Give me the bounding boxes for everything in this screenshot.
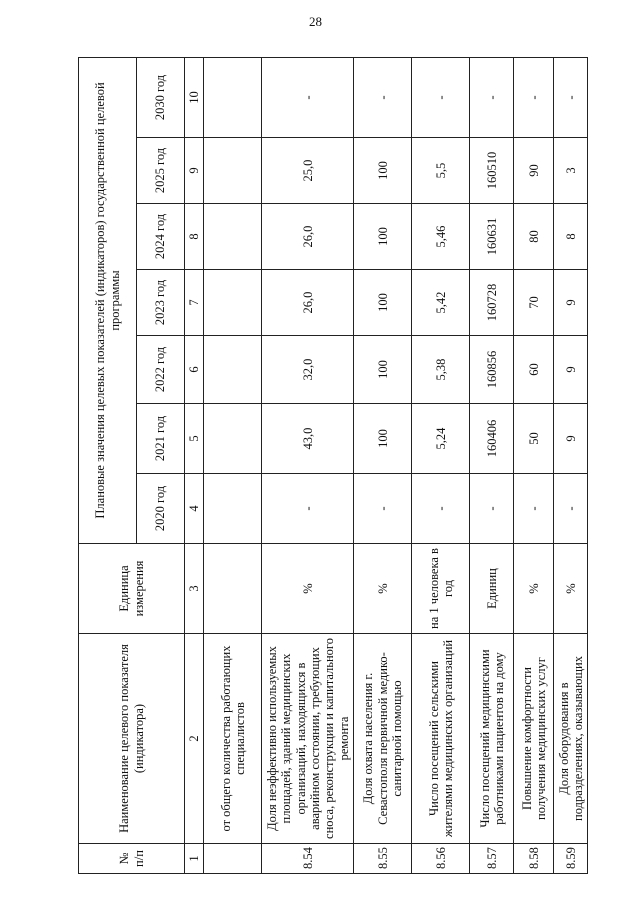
- column-index: 5: [185, 404, 204, 474]
- row-value: -: [262, 474, 354, 544]
- row-value: -: [514, 57, 554, 137]
- header-year: 2021 год: [137, 404, 185, 474]
- row-unit: на 1 человека в год: [412, 544, 470, 634]
- table-row: [354, 57, 412, 873]
- row-num: 8.59: [554, 844, 588, 874]
- table-row: [514, 57, 554, 873]
- header-year: 2023 год: [137, 270, 185, 336]
- row-unit: %: [514, 544, 554, 634]
- rotated-table-container: [78, 58, 586, 874]
- row-name: Доля охвата населения г. Севастополя первичной медико-санитарной помощью: [354, 634, 412, 844]
- row-value: 43,0: [262, 404, 354, 474]
- header-year: 2025 год: [137, 138, 185, 204]
- row-value: 32,0: [262, 336, 354, 404]
- header-year: 2030 год: [137, 57, 185, 137]
- row-value: -: [354, 57, 412, 137]
- header-num: № п/п: [79, 844, 185, 874]
- row-name: Число посещений сельскими жителями медицинских организаций: [412, 634, 470, 844]
- row-value: -: [262, 57, 354, 137]
- row-value: 9: [554, 404, 588, 474]
- row-value: 25,0: [262, 138, 354, 204]
- row-value: 160406: [470, 404, 514, 474]
- header-plan: Плановые значения целевых показателей (индикаторов) государственной целевой программы: [79, 57, 137, 543]
- row-value: 100: [354, 404, 412, 474]
- row-value: [204, 270, 262, 336]
- column-index: 2: [185, 634, 204, 844]
- row-num: 8.54: [262, 844, 354, 874]
- row-unit: %: [262, 544, 354, 634]
- header-year: 2022 год: [137, 336, 185, 404]
- row-value: 160728: [470, 270, 514, 336]
- row-value: 50: [514, 404, 554, 474]
- row-value: 80: [514, 204, 554, 270]
- column-index: 9: [185, 138, 204, 204]
- row-value: -: [554, 57, 588, 137]
- row-value: 3: [554, 138, 588, 204]
- row-value: 9: [554, 270, 588, 336]
- row-value: 9: [554, 336, 588, 404]
- row-value: 8: [554, 204, 588, 270]
- row-value: -: [412, 474, 470, 544]
- column-index: 10: [185, 57, 204, 137]
- row-value: 5,5: [412, 138, 470, 204]
- row-unit: [204, 544, 262, 634]
- row-name: Повышение комфортности получения медицинских услуг: [514, 634, 554, 844]
- row-value: 90: [514, 138, 554, 204]
- row-value: 5,42: [412, 270, 470, 336]
- table-row: [470, 57, 514, 873]
- column-index: 4: [185, 474, 204, 544]
- row-name: от общего количества работающих специалистов: [204, 634, 262, 844]
- row-num: [204, 844, 262, 874]
- column-index: 8: [185, 204, 204, 270]
- row-value: 60: [514, 336, 554, 404]
- row-value: -: [412, 57, 470, 137]
- row-value: -: [554, 474, 588, 544]
- row-value: [204, 336, 262, 404]
- row-value: 160631: [470, 204, 514, 270]
- row-value: 5,24: [412, 404, 470, 474]
- column-index: 1: [185, 844, 204, 874]
- column-index-row: [185, 57, 204, 873]
- row-value: [204, 204, 262, 270]
- row-value: [204, 57, 262, 137]
- column-index: 3: [185, 544, 204, 634]
- row-value: 160856: [470, 336, 514, 404]
- row-value: 100: [354, 138, 412, 204]
- row-name: Число посещений медицинскими работниками пациентов на дому: [470, 634, 514, 844]
- row-value: 100: [354, 204, 412, 270]
- row-value: [204, 404, 262, 474]
- row-value: 160510: [470, 138, 514, 204]
- row-unit: %: [554, 544, 588, 634]
- header-row: [79, 57, 137, 873]
- row-value: 100: [354, 336, 412, 404]
- row-value: 26,0: [262, 270, 354, 336]
- indicators-table: [78, 57, 588, 874]
- table-row: [412, 57, 470, 873]
- row-unit: %: [354, 544, 412, 634]
- page-number: 28: [309, 14, 322, 29]
- row-value: 5,38: [412, 336, 470, 404]
- table-row: [204, 57, 262, 873]
- row-value: 26,0: [262, 204, 354, 270]
- row-name: Доля неэффективно используемых площадей, зданий медицинских организаций, находящихся в аварийном состоянии, требующих сноса, реконструкции и капитального ремонта: [262, 634, 354, 844]
- column-index: 6: [185, 336, 204, 404]
- header-unit: Единица измерения: [79, 544, 185, 634]
- row-name: Доля оборудования в подразделениях, оказывающих: [554, 634, 588, 844]
- row-value: -: [514, 474, 554, 544]
- row-value: -: [470, 474, 514, 544]
- row-value: [204, 474, 262, 544]
- row-value: 70: [514, 270, 554, 336]
- row-value: 100: [354, 270, 412, 336]
- table-row: [554, 57, 588, 873]
- table-row: [262, 57, 354, 873]
- row-value: -: [470, 57, 514, 137]
- row-unit: Единиц: [470, 544, 514, 634]
- row-value: 5,46: [412, 204, 470, 270]
- row-num: 8.56: [412, 844, 470, 874]
- column-index: 7: [185, 270, 204, 336]
- row-num: 8.58: [514, 844, 554, 874]
- header-name: Наименование целевого показателя (индикатора): [79, 634, 185, 844]
- row-value: [204, 138, 262, 204]
- header-year: 2024 год: [137, 204, 185, 270]
- row-num: 8.55: [354, 844, 412, 874]
- row-num: 8.57: [470, 844, 514, 874]
- header-year: 2020 год: [137, 474, 185, 544]
- row-value: -: [354, 474, 412, 544]
